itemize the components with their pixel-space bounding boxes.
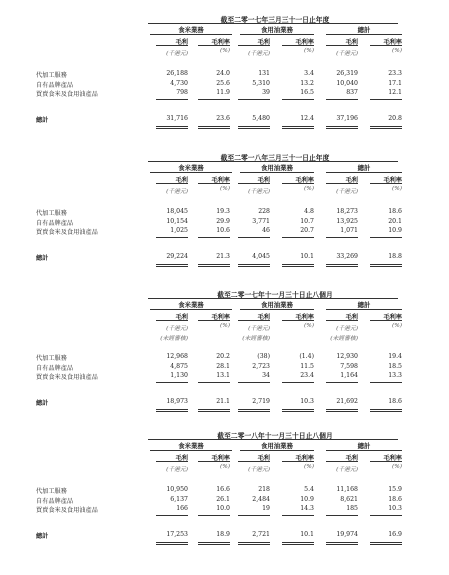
column-rule bbox=[238, 45, 270, 46]
column-header-gross-margin: 毛利率 bbox=[295, 39, 314, 46]
column-header-gross-profit: 毛利 bbox=[175, 177, 188, 184]
total-cell: 37,196 bbox=[336, 115, 358, 122]
total-cell: 21,692 bbox=[336, 398, 358, 405]
column-rule bbox=[156, 183, 188, 184]
table-cell: 20.1 bbox=[388, 217, 402, 225]
table-cell: 23.4 bbox=[300, 372, 314, 379]
subtotal-rule bbox=[156, 515, 188, 516]
row-label-total: 總計 bbox=[36, 117, 49, 124]
table-cell: 2,484 bbox=[252, 495, 270, 503]
table-cell: 8,621 bbox=[340, 495, 358, 503]
table-cell: 13,925 bbox=[336, 217, 358, 225]
segment-rule bbox=[326, 34, 402, 35]
table-section bbox=[0, 152, 449, 282]
table-cell: 218 bbox=[258, 486, 270, 493]
column-header-gross-profit: 毛利 bbox=[345, 39, 358, 46]
column-rule bbox=[370, 183, 402, 184]
total-cell: 18.9 bbox=[216, 531, 230, 538]
column-header-gross-margin: 毛利率 bbox=[295, 455, 314, 462]
table-cell: 11.5 bbox=[300, 362, 314, 370]
total-double-rule bbox=[370, 411, 402, 412]
total-double-rule bbox=[282, 544, 314, 545]
table-cell: 34 bbox=[262, 372, 270, 379]
table-cell: 46 bbox=[262, 227, 270, 234]
table-cell: 7,598 bbox=[340, 362, 358, 370]
unaudited-label: (未經審核) bbox=[242, 336, 270, 342]
column-rule bbox=[238, 183, 270, 184]
total-cell: 17,253 bbox=[166, 531, 188, 538]
total-cell: 29,224 bbox=[166, 253, 188, 260]
period-rule bbox=[148, 161, 398, 162]
total-double-rule bbox=[156, 126, 188, 127]
segment-rule bbox=[240, 34, 314, 35]
total-cell: 21.3 bbox=[216, 253, 230, 260]
total-double-rule bbox=[156, 409, 188, 410]
table-cell: 10.7 bbox=[300, 217, 314, 225]
table-cell: 19.3 bbox=[216, 208, 230, 215]
unit-label: (千港元) bbox=[166, 51, 188, 57]
table-cell: 29.9 bbox=[216, 217, 230, 225]
total-double-rule bbox=[282, 266, 314, 267]
column-rule bbox=[198, 320, 230, 321]
total-double-rule bbox=[282, 128, 314, 129]
total-cell: 10.1 bbox=[300, 253, 314, 260]
total-cell: 4,045 bbox=[252, 253, 270, 260]
subtotal-rule bbox=[238, 237, 270, 238]
segment-rule bbox=[150, 172, 232, 173]
unit-label: (%) bbox=[303, 186, 314, 192]
segment-header-total: 總計 bbox=[357, 164, 371, 172]
table-cell: 10,950 bbox=[166, 486, 188, 493]
unit-label: (千港元) bbox=[166, 189, 188, 195]
total-double-rule bbox=[326, 266, 358, 267]
segment-rule bbox=[150, 309, 232, 310]
row-label-total: 總計 bbox=[36, 255, 49, 262]
column-rule bbox=[282, 183, 314, 184]
total-double-rule bbox=[370, 409, 402, 410]
unit-label: (%) bbox=[391, 323, 402, 329]
row-label-trading: 買賣食米及食用油產品 bbox=[36, 229, 98, 236]
total-cell: 33,269 bbox=[336, 253, 358, 260]
table-cell: 39 bbox=[262, 89, 270, 96]
column-rule bbox=[156, 320, 188, 321]
segment-header-total: 總計 bbox=[357, 26, 371, 34]
table-cell: 228 bbox=[258, 208, 270, 215]
unit-label: (%) bbox=[303, 323, 314, 329]
column-header-gross-profit: 毛利 bbox=[257, 455, 270, 462]
total-double-rule bbox=[156, 542, 188, 543]
total-double-rule bbox=[370, 544, 402, 545]
total-double-rule bbox=[238, 542, 270, 543]
row-label-own-brand: 自有品牌產品 bbox=[36, 219, 74, 227]
segment-rule bbox=[326, 450, 402, 451]
row-label-total: 總計 bbox=[36, 533, 49, 540]
subtotal-rule bbox=[282, 237, 314, 238]
total-double-rule bbox=[238, 128, 270, 129]
segment-header-rice: 食米業務 bbox=[178, 164, 204, 172]
column-header-gross-profit: 毛利 bbox=[345, 177, 358, 184]
column-rule bbox=[198, 183, 230, 184]
total-double-rule bbox=[156, 266, 188, 267]
total-cell: 12.4 bbox=[300, 115, 314, 122]
table-cell: 28.1 bbox=[216, 362, 230, 370]
subtotal-rule bbox=[156, 237, 188, 238]
column-header-gross-margin: 毛利率 bbox=[383, 39, 402, 46]
unaudited-label: (未經審核) bbox=[160, 336, 188, 342]
segment-rule bbox=[150, 450, 232, 451]
unit-label: (%) bbox=[219, 48, 230, 54]
total-double-rule bbox=[282, 264, 314, 265]
total-double-rule bbox=[238, 126, 270, 127]
table-cell: 4,730 bbox=[170, 79, 188, 87]
subtotal-rule bbox=[238, 515, 270, 516]
unit-label: (千港元) bbox=[336, 467, 358, 473]
table-cell: 10,154 bbox=[166, 217, 188, 225]
column-rule bbox=[326, 320, 358, 321]
table-cell: 13.3 bbox=[388, 372, 402, 379]
table-section bbox=[0, 289, 449, 419]
period-heading: 截至二零一七年三月三十一日止年度 bbox=[220, 16, 330, 24]
subtotal-rule bbox=[198, 382, 230, 383]
table-cell: 1,025 bbox=[170, 227, 188, 234]
column-rule bbox=[156, 45, 188, 46]
table-cell: 25.6 bbox=[216, 79, 230, 87]
table-cell: 10.0 bbox=[216, 505, 230, 512]
total-double-rule bbox=[282, 409, 314, 410]
unit-label: (千港元) bbox=[336, 51, 358, 57]
subtotal-rule bbox=[370, 237, 402, 238]
column-rule bbox=[282, 461, 314, 462]
column-header-gross-profit: 毛利 bbox=[175, 455, 188, 462]
segment-header-total: 總計 bbox=[357, 442, 371, 450]
table-cell: (38) bbox=[257, 353, 270, 360]
unit-label: (%) bbox=[391, 464, 402, 470]
table-section bbox=[0, 14, 449, 144]
total-double-rule bbox=[370, 266, 402, 267]
column-rule bbox=[282, 45, 314, 46]
subtotal-rule bbox=[326, 382, 358, 383]
table-cell: 17.1 bbox=[388, 79, 402, 87]
table-cell: 15.9 bbox=[388, 486, 402, 493]
table-cell: 10.9 bbox=[388, 227, 402, 234]
table-cell: 18,045 bbox=[166, 208, 188, 215]
table-cell: 19.4 bbox=[388, 353, 402, 360]
column-rule bbox=[370, 461, 402, 462]
unit-label: (%) bbox=[219, 186, 230, 192]
total-cell: 19,974 bbox=[336, 531, 358, 538]
segment-header-rice: 食米業務 bbox=[178, 26, 204, 34]
table-cell: 18,273 bbox=[336, 208, 358, 215]
segment-rule bbox=[240, 309, 314, 310]
column-header-gross-profit: 毛利 bbox=[345, 455, 358, 462]
total-double-rule bbox=[156, 264, 188, 265]
table-cell: 3.4 bbox=[304, 70, 314, 77]
table-cell: 20.7 bbox=[300, 227, 314, 234]
period-rule bbox=[148, 439, 398, 440]
total-double-rule bbox=[198, 264, 230, 265]
table-cell: 26,319 bbox=[336, 70, 358, 77]
column-rule bbox=[370, 45, 402, 46]
column-header-gross-profit: 毛利 bbox=[175, 314, 188, 321]
row-label-processing: 代加工服務 bbox=[36, 355, 67, 362]
table-cell: 18.6 bbox=[388, 208, 402, 215]
total-double-rule bbox=[238, 409, 270, 410]
table-cell: 11,168 bbox=[336, 486, 358, 493]
subtotal-rule bbox=[282, 515, 314, 516]
table-cell: 12,968 bbox=[166, 353, 188, 360]
row-label-own-brand: 自有品牌產品 bbox=[36, 497, 74, 505]
table-cell: 6,137 bbox=[170, 495, 188, 503]
row-label-processing: 代加工服務 bbox=[36, 488, 67, 495]
row-label-processing: 代加工服務 bbox=[36, 72, 67, 79]
total-cell: 10.1 bbox=[300, 531, 314, 538]
unaudited-label: (未經審核) bbox=[330, 336, 358, 342]
column-header-gross-margin: 毛利率 bbox=[383, 314, 402, 321]
subtotal-rule bbox=[238, 99, 270, 100]
total-double-rule bbox=[282, 542, 314, 543]
column-header-gross-profit: 毛利 bbox=[257, 39, 270, 46]
table-cell: 18.5 bbox=[388, 362, 402, 370]
unit-label: (千港元) bbox=[248, 326, 270, 332]
segment-rule bbox=[240, 172, 314, 173]
column-header-gross-margin: 毛利率 bbox=[211, 177, 230, 184]
total-double-rule bbox=[198, 411, 230, 412]
segment-header-oil: 食用油業務 bbox=[261, 301, 293, 309]
segment-header-oil: 食用油業務 bbox=[261, 442, 293, 450]
column-rule bbox=[326, 461, 358, 462]
table-cell: 1,164 bbox=[340, 372, 358, 379]
table-cell: 13.1 bbox=[216, 372, 230, 379]
total-cell: 18.6 bbox=[388, 398, 402, 405]
table-cell: 1,071 bbox=[340, 227, 358, 234]
column-rule bbox=[370, 320, 402, 321]
segment-header-total: 總計 bbox=[357, 301, 371, 309]
segment-rule bbox=[150, 34, 232, 35]
total-cell: 18.8 bbox=[388, 253, 402, 260]
period-heading: 截至二零一七年十一月三十日止八個月 bbox=[217, 291, 333, 299]
segment-header-rice: 食米業務 bbox=[178, 301, 204, 309]
total-double-rule bbox=[156, 544, 188, 545]
subtotal-rule bbox=[326, 99, 358, 100]
row-label-trading: 買賣食米及食用油產品 bbox=[36, 507, 98, 514]
column-header-gross-margin: 毛利率 bbox=[295, 314, 314, 321]
unit-label: (千港元) bbox=[166, 467, 188, 473]
total-double-rule bbox=[156, 411, 188, 412]
total-double-rule bbox=[370, 126, 402, 127]
unit-label: (千港元) bbox=[166, 326, 188, 332]
period-rule bbox=[148, 23, 398, 24]
table-cell: 11.9 bbox=[216, 89, 230, 96]
table-cell: 185 bbox=[346, 505, 358, 512]
row-label-trading: 買賣食米及食用油產品 bbox=[36, 91, 98, 98]
table-cell: 837 bbox=[346, 89, 358, 96]
segment-rule bbox=[326, 172, 402, 173]
column-header-gross-profit: 毛利 bbox=[257, 177, 270, 184]
subtotal-rule bbox=[326, 515, 358, 516]
table-cell: 10.6 bbox=[216, 227, 230, 234]
total-double-rule bbox=[238, 266, 270, 267]
subtotal-rule bbox=[198, 99, 230, 100]
unit-label: (%) bbox=[219, 464, 230, 470]
column-rule bbox=[198, 461, 230, 462]
total-double-rule bbox=[326, 128, 358, 129]
unit-label: (%) bbox=[391, 48, 402, 54]
column-header-gross-profit: 毛利 bbox=[257, 314, 270, 321]
total-double-rule bbox=[198, 409, 230, 410]
unit-label: (%) bbox=[219, 323, 230, 329]
subtotal-rule bbox=[326, 237, 358, 238]
column-header-gross-margin: 毛利率 bbox=[383, 455, 402, 462]
segment-header-rice: 食米業務 bbox=[178, 442, 204, 450]
row-label-own-brand: 自有品牌產品 bbox=[36, 364, 74, 372]
column-header-gross-margin: 毛利率 bbox=[211, 39, 230, 46]
total-double-rule bbox=[282, 126, 314, 127]
total-double-rule bbox=[198, 544, 230, 545]
segment-header-oil: 食用油業務 bbox=[261, 164, 293, 172]
total-double-rule bbox=[326, 264, 358, 265]
subtotal-rule bbox=[370, 515, 402, 516]
total-cell: 16.9 bbox=[388, 531, 402, 538]
table-cell: 12.1 bbox=[388, 89, 402, 96]
total-double-rule bbox=[198, 266, 230, 267]
table-cell: 20.2 bbox=[216, 353, 230, 360]
table-cell: 10.3 bbox=[388, 505, 402, 512]
table-cell: 4,875 bbox=[170, 362, 188, 370]
segment-rule bbox=[240, 450, 314, 451]
unit-label: (千港元) bbox=[336, 326, 358, 332]
table-cell: 4.8 bbox=[304, 208, 314, 215]
segment-rule bbox=[326, 309, 402, 310]
table-cell: 23.3 bbox=[388, 70, 402, 77]
unit-label: (千港元) bbox=[248, 189, 270, 195]
table-cell: (1.4) bbox=[299, 353, 314, 360]
table-cell: 798 bbox=[176, 89, 188, 96]
total-double-rule bbox=[326, 411, 358, 412]
column-header-gross-margin: 毛利率 bbox=[383, 177, 402, 184]
unit-label: (千港元) bbox=[248, 51, 270, 57]
column-header-gross-profit: 毛利 bbox=[175, 39, 188, 46]
table-cell: 131 bbox=[258, 70, 270, 77]
table-cell: 26,188 bbox=[166, 70, 188, 77]
total-double-rule bbox=[370, 264, 402, 265]
table-cell: 1,130 bbox=[170, 372, 188, 379]
subtotal-rule bbox=[370, 99, 402, 100]
table-cell: 10,040 bbox=[336, 79, 358, 87]
table-cell: 19 bbox=[262, 505, 270, 512]
period-heading: 截至二零一八年十一月三十日止八個月 bbox=[217, 432, 333, 440]
total-double-rule bbox=[198, 128, 230, 129]
period-heading: 截至二零一八年三月三十一日止年度 bbox=[220, 154, 330, 162]
unit-label: (千港元) bbox=[336, 189, 358, 195]
total-double-rule bbox=[238, 264, 270, 265]
column-rule bbox=[156, 461, 188, 462]
total-double-rule bbox=[238, 411, 270, 412]
total-cell: 31,716 bbox=[166, 115, 188, 122]
total-double-rule bbox=[198, 126, 230, 127]
period-rule bbox=[148, 298, 398, 299]
total-cell: 2,719 bbox=[252, 398, 270, 405]
table-cell: 26.1 bbox=[216, 495, 230, 503]
column-rule bbox=[326, 183, 358, 184]
subtotal-rule bbox=[370, 382, 402, 383]
table-section bbox=[0, 430, 449, 560]
column-rule bbox=[238, 461, 270, 462]
total-cell: 21.1 bbox=[216, 398, 230, 405]
subtotal-rule bbox=[156, 99, 188, 100]
total-double-rule bbox=[198, 542, 230, 543]
table-cell: 12,930 bbox=[336, 353, 358, 360]
total-double-rule bbox=[370, 128, 402, 129]
table-cell: 14.3 bbox=[300, 505, 314, 512]
subtotal-rule bbox=[156, 382, 188, 383]
column-rule bbox=[326, 45, 358, 46]
table-cell: 16.5 bbox=[300, 89, 314, 96]
subtotal-rule bbox=[282, 382, 314, 383]
unit-label: (千港元) bbox=[248, 467, 270, 473]
total-cell: 23.6 bbox=[216, 115, 230, 122]
subtotal-rule bbox=[238, 382, 270, 383]
total-double-rule bbox=[370, 542, 402, 543]
total-double-rule bbox=[326, 542, 358, 543]
subtotal-rule bbox=[198, 237, 230, 238]
row-label-total: 總計 bbox=[36, 400, 49, 407]
total-double-rule bbox=[238, 544, 270, 545]
total-double-rule bbox=[156, 128, 188, 129]
column-header-gross-margin: 毛利率 bbox=[211, 314, 230, 321]
total-double-rule bbox=[326, 126, 358, 127]
total-cell: 2,721 bbox=[252, 531, 270, 538]
segment-header-oil: 食用油業務 bbox=[261, 26, 293, 34]
total-cell: 18,973 bbox=[166, 398, 188, 405]
total-double-rule bbox=[326, 544, 358, 545]
unit-label: (%) bbox=[303, 48, 314, 54]
table-cell: 3,771 bbox=[252, 217, 270, 225]
table-cell: 2,723 bbox=[252, 362, 270, 370]
column-rule bbox=[198, 45, 230, 46]
table-cell: 5.4 bbox=[304, 486, 314, 493]
table-cell: 166 bbox=[176, 505, 188, 512]
unit-label: (%) bbox=[391, 186, 402, 192]
total-cell: 5,480 bbox=[252, 115, 270, 122]
column-rule bbox=[238, 320, 270, 321]
table-cell: 24.0 bbox=[216, 70, 230, 77]
table-cell: 5,310 bbox=[252, 79, 270, 87]
column-header-gross-margin: 毛利率 bbox=[295, 177, 314, 184]
table-cell: 10.9 bbox=[300, 495, 314, 503]
total-double-rule bbox=[282, 411, 314, 412]
total-cell: 10.3 bbox=[300, 398, 314, 405]
row-label-trading: 買賣食米及食用油產品 bbox=[36, 374, 98, 381]
column-header-gross-profit: 毛利 bbox=[345, 314, 358, 321]
table-cell: 18.6 bbox=[388, 495, 402, 503]
unit-label: (%) bbox=[303, 464, 314, 470]
table-cell: 16.6 bbox=[216, 486, 230, 493]
total-cell: 20.8 bbox=[388, 115, 402, 122]
column-rule bbox=[282, 320, 314, 321]
table-cell: 13.2 bbox=[300, 79, 314, 87]
row-label-own-brand: 自有品牌產品 bbox=[36, 81, 74, 89]
total-double-rule bbox=[326, 409, 358, 410]
column-header-gross-margin: 毛利率 bbox=[211, 455, 230, 462]
row-label-processing: 代加工服務 bbox=[36, 210, 67, 217]
subtotal-rule bbox=[198, 515, 230, 516]
subtotal-rule bbox=[282, 99, 314, 100]
